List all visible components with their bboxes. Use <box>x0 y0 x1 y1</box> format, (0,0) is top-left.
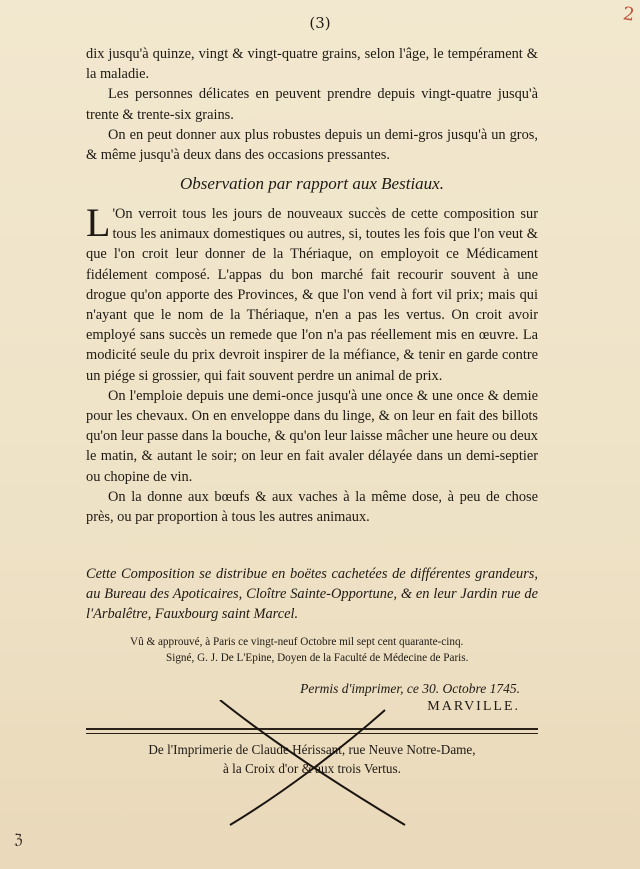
paragraph: Les personnes délicates en peuvent prendre depuis vingt-quatre jusqu'à trente & trente-six grains. <box>86 86 542 123</box>
paragraph-text: 'On verroit tous les jours de nouveaux succès de cette composition sur tous les animaux domestiques ou autres, si, toutes les fois que l'on veut & que l'on croit leur donner de la Thériaque, on employoit ce Médicament fidélement composé. L'appas du bon marché fait recourir souvent à une drogue qu'on apporte des Provinces, & que l'on vend à fort vil prix; mais qui n'ayant que le nom de la Thériaque, n'en a pas les vertus. On croit avoir employé sans succès un remede que l'on n'a pas réellement mis en œuvre. La modicité seule du prix devroit inspirer de la méfiance, & tenir en garde contre un piége si grossier, qui fait souvent perdre un animal de prix. <box>86 206 542 384</box>
bottom-margin-mark: ℨ <box>14 832 23 848</box>
imprint-line: à la Croix d'or & aux trois Vertus. <box>223 761 401 776</box>
approval-line: Vû & approuvé, à Paris ce vingt-neuf Octobre mil sept cent quarante-cinq. <box>130 636 464 648</box>
approval-block <box>130 634 540 666</box>
handwritten-cross-mark <box>190 700 430 830</box>
paragraph: dix jusqu'à quinze, vingt & vingt-quatre grains, selon l'âge, le tempérament & la maladie. <box>86 46 542 83</box>
imprint-line: De l'Imprimerie de Claude Hérissant, rue Neuve Notre-Dame, <box>148 742 476 757</box>
permis-line: Permis d'imprimer, ce 30. Octobre 1745. <box>300 681 520 696</box>
drop-cap: L <box>86 200 111 245</box>
corner-annotation: 2 <box>621 3 636 26</box>
paragraph: On la donne aux bœufs & aux vaches à la même dose, à peu de chose près, ou par proportion à tous les autres animaux. <box>86 488 542 526</box>
distribution-notice: Cette Composition se distribue en boëtes cachetées de différentes grandeurs, au Bureau des Apoticaires, Cloître Sainte-Opportune, & en leur Jardin rue de l'Arbalêtre, Fauxbourg saint Marcel. <box>86 566 542 623</box>
paragraph <box>86 200 542 386</box>
paragraph: On l'emploie depuis une demi-once jusqu'à une once & une once & demie pour les chevaux. On en enveloppe dans du linge, & on leur en fait des billots qu'on leur passe dans la bouche, & qu'on leur laisse mâcher une heure ou deux le matin, & autant le soir; on leur en fait avaler délayée dans un demi-septier ou chopine de vin. <box>86 387 542 485</box>
section-heading: Observation par rapport aux Bestiaux. <box>180 174 444 193</box>
section-body <box>86 200 542 527</box>
page-number: (3) <box>309 14 331 32</box>
permis-signature: MARVILLE. <box>427 699 520 714</box>
opening-paragraphs <box>86 44 542 165</box>
paragraph: On en peut donner aux plus robustes depuis un demi-gros jusqu'à un gros, & même jusqu'à deux dans des occasions pressantes. <box>86 126 542 164</box>
approval-signature: Signé, G. J. De L'Epine, Doyen de la Faculté de Médecine de Paris. <box>166 652 469 664</box>
